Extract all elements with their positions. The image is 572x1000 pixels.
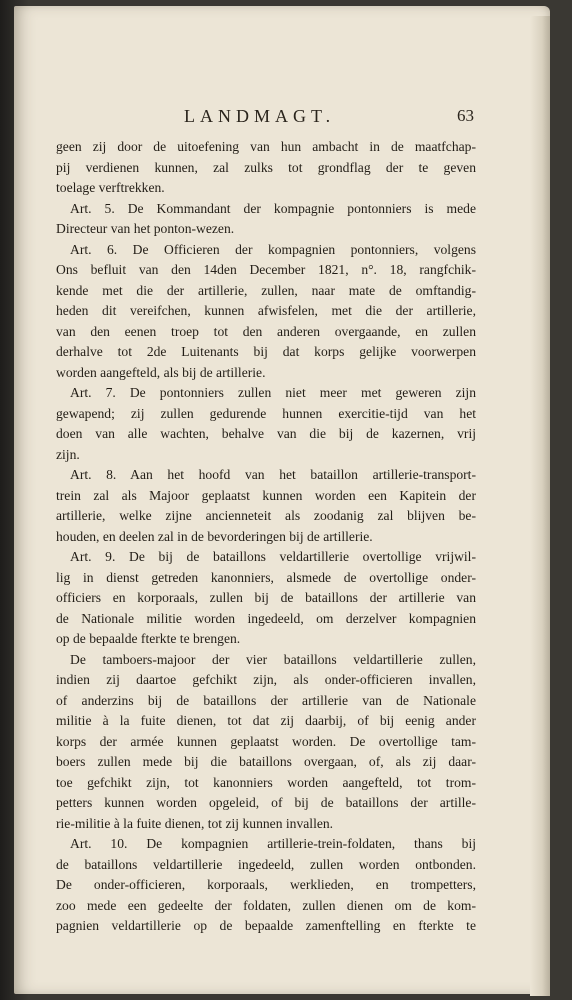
text-line: militie à la fuite dienen, tot dat zij daarbij, of bij eenig ander: [56, 713, 476, 728]
book-page: [14, 6, 550, 994]
text-line: toelage verftrekken.: [56, 180, 165, 195]
text-line: trein zal als Majoor geplaatst kunnen worden een Kapitein der: [56, 487, 476, 503]
text-line: heden dit vereifchen, kunnen afwisfelen, met die der artillerie,: [56, 303, 476, 318]
text-line: de bataillons veldartillerie ingedeeld, zullen worden ontbonden.: [56, 856, 476, 872]
text-line: op de bepaalde fterkte te brengen.: [56, 631, 241, 646]
text-line: boers zullen mede bij die bataillons overgaan, of, als zij daar-: [56, 754, 476, 769]
text-line: Art. 8. Aan het hoofd van het bataillon artillerie-transport-: [70, 467, 476, 482]
text-line: artillerie, welke zijne ancienneteit als zoodanig zal blijven be-: [56, 508, 476, 523]
text-line: derhalve tot 2de Luitenants bij dat korps gelijke voorwerpen: [56, 344, 476, 359]
text-line: De onder-officieren, korporaals, werklieden, en trompetters,: [56, 877, 476, 892]
text-line: de Nationale militie worden ingedeeld, om derzelver kompagnien: [56, 610, 476, 626]
text-line: Directeur van het ponton-wezen.: [56, 221, 235, 236]
text-line: of anderzins bij de bataillons der artillerie van de Nationale: [56, 692, 476, 708]
text-line: zijn.: [56, 446, 80, 462]
page-number: 63: [457, 106, 474, 125]
text-line: kende met die der artillerie, zullen, naar mate de omftandig-: [56, 282, 476, 298]
text-line: doen van alle wachten, behalve van die bij de kazernen, vrij: [56, 426, 476, 441]
page-edge: [530, 16, 550, 996]
text-line: toe gefchikt zijn, tot kanonniers worden aangefteld, tot trom-: [56, 774, 476, 790]
text-line: Art. 10. De kompagnien artillerie-trein-foldaten, thans bij: [70, 836, 476, 851]
text-line: Art. 6. De Officieren der kompagnien pontonniers, volgens: [70, 241, 476, 257]
text-line: gewapend; zij zullen gedurende hunnen exercitie-tijd van het: [56, 405, 476, 421]
text-line: rie-militie à la fuite dienen, tot zij kunnen invallen.: [56, 815, 334, 831]
page-header: [54, 104, 474, 132]
text-line: De tamboers-majoor der vier bataillons veldartillerie zullen,: [70, 651, 476, 667]
text-line: houden, en deelen zal in de bevorderingen bij de artillerie.: [56, 528, 373, 544]
text-line: Ons befluit van den 14den December 1821, n°. 18, rangfchik-: [56, 262, 476, 277]
text-line: lig in dienst getreden kanonniers, alsmede de overtollige onder-: [56, 569, 476, 585]
text-line: pagnien veldartillerie op de bepaalde zamenftelling en fterkte te: [56, 918, 476, 933]
text-line: zoo mede een gedeelte der foldaten, zullen dienen om de kom-: [56, 897, 476, 913]
text-line: Art. 5. De Kommandant der kompagnie pontonniers is mede: [70, 200, 476, 216]
text-line: Art. 7. De pontonniers zullen niet meer met geweren zijn: [70, 385, 476, 400]
text-line: officiers en korporaals, zullen bij de bataillons der artillerie van: [56, 590, 476, 605]
running-title: LANDMAGT.: [184, 106, 336, 126]
text-line: worden aangefteld, als bij de artillerie.: [56, 364, 266, 380]
text-line: geen zij door de uitoefening van hun ambacht in de maatfchap-: [56, 139, 476, 154]
text-line: van den eenen troep tot den anderen overgaande, en zullen: [56, 323, 476, 339]
text-line: pij verdienen kunnen, zal zulks tot grondflag der te geven: [56, 159, 476, 175]
text-line: indien zij daartoe gefchikt zijn, als onder-officieren invallen,: [56, 672, 476, 687]
text-line: korps der armée kunnen geplaatst worden. De overtollige tam-: [56, 733, 476, 749]
text-line: petters kunnen worden opgeleid, of bij de bataillons der artille-: [56, 795, 476, 810]
body-text: [56, 137, 476, 937]
text-line: Art. 9. De bij de bataillons veldartillerie overtollige vrijwil-: [70, 549, 476, 564]
